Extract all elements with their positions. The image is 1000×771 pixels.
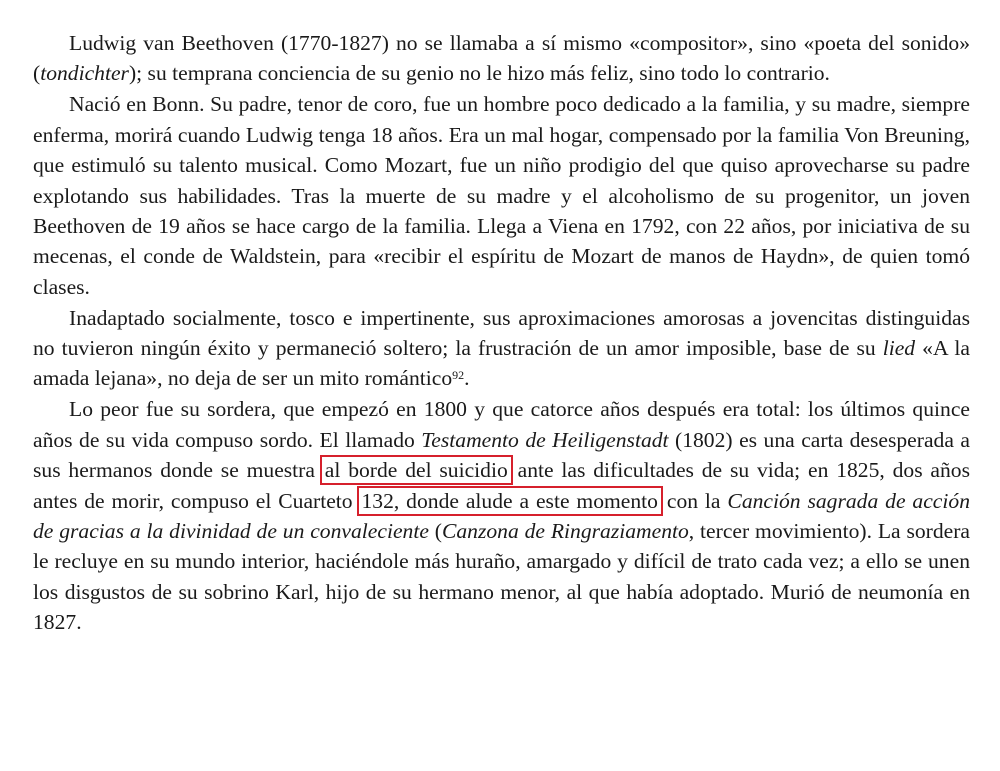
text-run: Nació en Bonn. Su padre, tenor de coro, fue un hombre poco dedicado a la familia, y su madre, siempre enferma, morirá cuando Ludwig tenga 18 años. Era un mal hogar, compensado por la familia Von Breuning, que estimuló su talento musical. Como Mozart, fue un niño prodigio del que quiso aprovecharse su padre explotando sus habilidades. Tras la muerte de su madre y el alcoholismo de su progenitor, un joven Beethoven de 19 años se hace cargo de la familia. Llega a Viena en 1792, con 22 años, por iniciativa de su mecenas, el conde de Waldstein, para «recibir el espíritu de Mozart de manos de Haydn», de quien tomó clases. <box>33 92 970 299</box>
paragraph-deafness <box>33 394 970 637</box>
text-run: «A la amada lejana», no deja de ser un mito romántico <box>33 336 970 391</box>
italic-title: Canción sagrada de acción de gracias a la divinidad de un convaleciente <box>33 488 970 543</box>
italic-title: Testamento de Heiligenstadt <box>421 427 669 452</box>
text-run: (1802) es una carta desesperada a sus hermanos donde se muestra <box>33 427 970 483</box>
highlight-box-moment: 132, donde alude a este momento <box>361 488 658 513</box>
text-run: , tercer movimiento). La sordera le recluye en su mundo interior, haciéndole más huraño, amargado y difícil de trato cada vez; a ello se unen los disgustos de su sobrino Karl, hijo de su hermano menor, al que había adoptado. Murió de neumonía en 1827. <box>33 519 970 635</box>
text-run: ); su temprana conciencia de su genio no le hizo más feliz, sino todo lo contrario. <box>128 61 830 86</box>
highlight-box-suicide: al borde del suicidio <box>324 458 508 483</box>
footnote-reference: 92 <box>452 367 465 382</box>
paragraph-social-life <box>33 303 970 394</box>
italic-title: Canzona de Ringraziamento <box>441 519 689 543</box>
italic-term: lied <box>882 336 916 361</box>
text-run: Ludwig van Beethoven (1770-1827) no se llamaba a sí mismo «compositor», sino «poeta del sonido» ( <box>33 31 970 86</box>
text-run: ante las dificultades de su vida; en 1825, dos años antes de morir, compuso el Cuarteto <box>33 458 971 513</box>
text-run: con la <box>659 488 728 513</box>
text-run: ( <box>428 519 442 543</box>
document-page <box>33 28 970 638</box>
italic-term: tondichter <box>40 61 129 86</box>
text-run: Inadaptado socialmente, tosco e impertinente, sus aproximaciones amorosas a jovencitas distinguidas no tuvieron ningún éxito y permaneció soltero; la frustración de un amor imposible, base de su <box>33 305 970 361</box>
paragraph-early-life <box>33 89 970 302</box>
text-run: . <box>464 366 470 391</box>
text-run: Lo peor fue su sordera, que empezó en 1800 y que catorce años después era total: los últimos quince años de su vida compuso sordo. El llamado <box>33 397 970 452</box>
paragraph-intro <box>33 28 970 89</box>
